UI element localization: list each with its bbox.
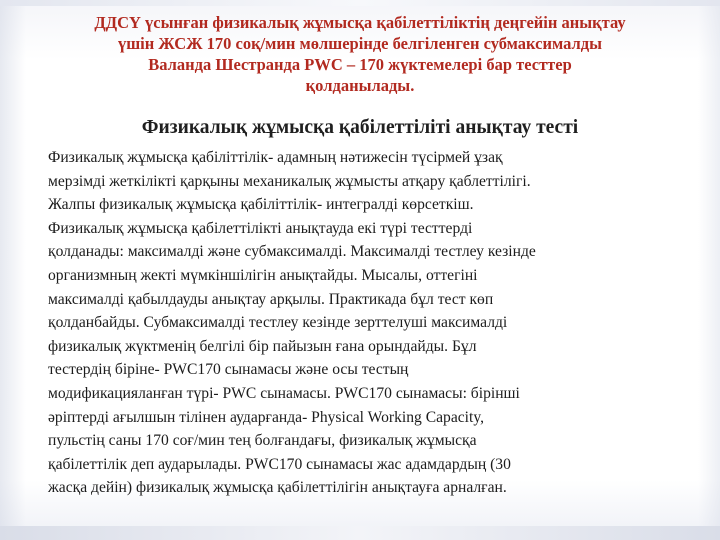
- text-line: қолданады: максималді және субмаксималді. Максималді тестлеу кезінде: [48, 243, 536, 261]
- text-line: жасқа дейін) физикалық жұмысқа қабілеттілігін анықтауға арналған.: [48, 479, 507, 497]
- section-title: Физикалық жұмысқа қабілеттіліті анықтау тесті: [141, 117, 579, 138]
- text-line: Жалпы физикалық жұмысқа қабіліттілік- интегралді көрсеткіш.: [48, 196, 474, 214]
- slide-heading: [24, 12, 696, 96]
- body-text: [48, 146, 694, 500]
- text-line: модификацияланған түрі- PWC сынамасы. PWC170 сынамасы: бірінші: [48, 384, 520, 402]
- text-line: Физикалық жұмысқа қабіліттілік- адамның нәтижесін түсірмей ұзақ: [48, 149, 503, 166]
- text-line: мерзімді жеткілікті қарқыны механикалық жұмысты атқару қаблеттілігі.: [48, 172, 531, 190]
- text-line: физикалық жүктменің белгілі бір пайызын ғана орындайды. Бұл: [48, 337, 477, 355]
- text-line: Физикалық жұмысқа қабілеттілікті анықтауда екі түрі тесттерді: [48, 219, 473, 237]
- text-line: қабілеттілік деп аударылады. PWC170 сынамасы жас адамдардың (30: [48, 455, 511, 473]
- heading-line: ДДСҮ үсынған физикалық жұмысқа қабілеттіліктің деңгейін анықтау: [94, 13, 626, 32]
- paragraph-tests: [48, 217, 694, 500]
- slide-top-border: [0, 0, 720, 6]
- heading-line: үшін ЖСЖ 170 соқ/мин мөлшерінде белгіленген субмаксималды: [117, 34, 602, 53]
- heading-line: Валанда Шестранда PWC – 170 жүктемелері бар тесттер: [148, 55, 572, 74]
- text-line: организмның жекті мүмкіншілігін анықтайды. Мысалы, оттегіні: [48, 266, 478, 284]
- slide-bottom-border: [0, 526, 720, 540]
- text-line: пульстің саны 170 соғ/мин тең болғандағы, физикалық жұмысқа: [48, 432, 477, 450]
- text-line: әріптерді ағылшын тілінен аударғанда- Physical Working Capacity,: [48, 408, 485, 426]
- paragraph-definition: [48, 146, 694, 217]
- text-line: тестердің біріне- PWC170 сынамасы және осы тестың: [48, 361, 409, 379]
- text-line: максималді қабылдауды анықтау арқылы. Практикада бұл тест көп: [48, 290, 494, 308]
- text-line: қолданбайды. Субмаксималді тестлеу кезінде зерттелуші максималді: [48, 314, 508, 332]
- heading-line: қолданылады.: [305, 76, 415, 95]
